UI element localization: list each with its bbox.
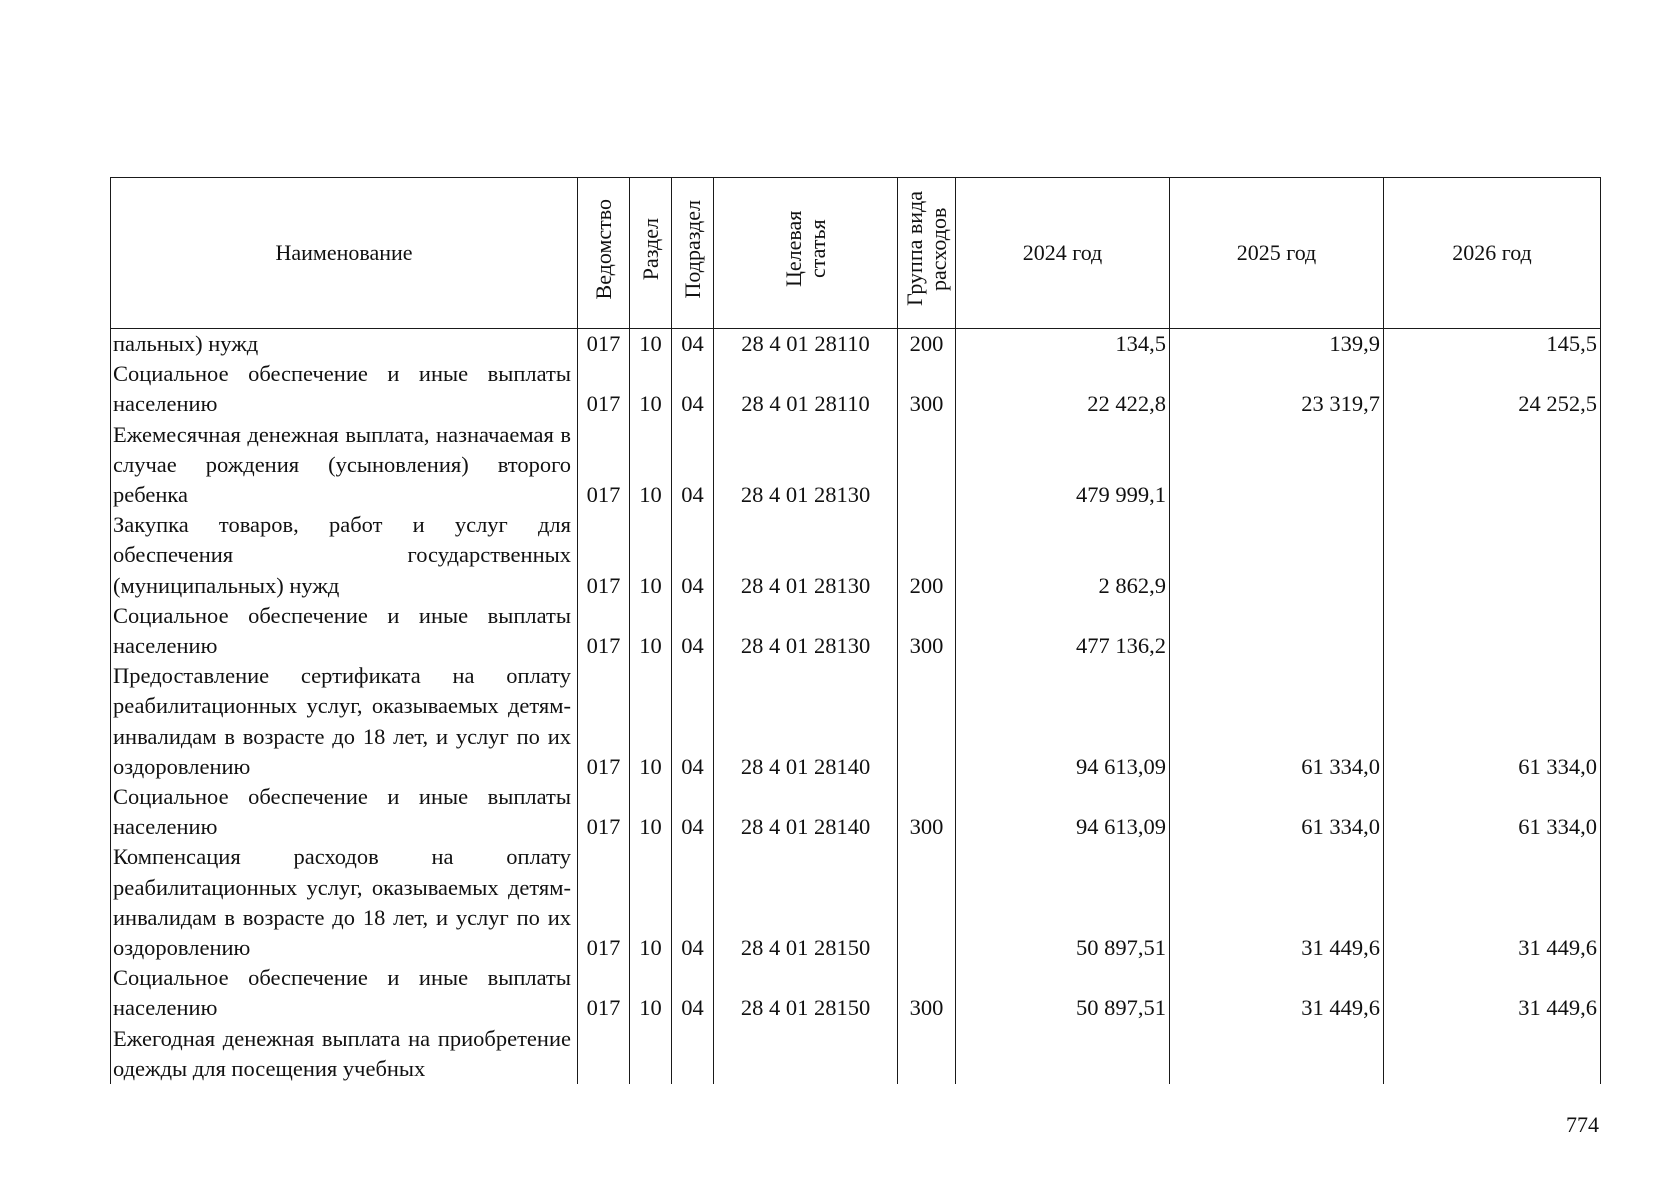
cell-name: Социальное обеспечение и иные выплаты населению bbox=[111, 782, 578, 842]
cell-subsection: 04 bbox=[672, 359, 714, 419]
cell-2024: 22 422,8 bbox=[956, 359, 1170, 419]
cell-target-item: 28 4 01 28140 bbox=[714, 661, 898, 782]
cell-2025: 23 319,7 bbox=[1170, 359, 1384, 419]
table-row bbox=[111, 782, 1601, 842]
cell-2025: 61 334,0 bbox=[1170, 782, 1384, 842]
table-row bbox=[111, 329, 1601, 360]
cell-section: 10 bbox=[630, 963, 672, 1023]
cell-expense-group: 300 bbox=[898, 601, 956, 661]
cell-expense-group bbox=[898, 661, 956, 782]
cell-name: Социальное обеспечение и иные выплаты населению bbox=[111, 963, 578, 1023]
cell-2025: 31 449,6 bbox=[1170, 963, 1384, 1023]
cell-name: пальных) нужд bbox=[111, 329, 578, 360]
cell-2025 bbox=[1170, 420, 1384, 511]
cell-target-item: 28 4 01 28150 bbox=[714, 842, 898, 963]
cell-subsection bbox=[672, 1024, 714, 1084]
cell-name: Закупка товаров, работ и услуг для обеспечения государственных (муниципальных) нужд bbox=[111, 510, 578, 601]
cell-subsection: 04 bbox=[672, 963, 714, 1023]
cell-target-item: 28 4 01 28110 bbox=[714, 329, 898, 360]
cell-2024: 94 613,09 bbox=[956, 782, 1170, 842]
header-target-item bbox=[714, 178, 898, 329]
header-section-label: Раздел bbox=[637, 217, 663, 281]
cell-name: Ежегодная денежная выплата на приобретение одежды для посещения учебных bbox=[111, 1024, 578, 1084]
cell-target-item: 28 4 01 28130 bbox=[714, 420, 898, 511]
header-2025: 2025 год bbox=[1170, 178, 1384, 329]
table-body bbox=[111, 329, 1601, 1085]
cell-section bbox=[630, 1024, 672, 1084]
cell-ministry: 017 bbox=[578, 963, 630, 1023]
cell-section: 10 bbox=[630, 329, 672, 360]
cell-section: 10 bbox=[630, 842, 672, 963]
header-ministry bbox=[578, 178, 630, 329]
cell-2025 bbox=[1170, 510, 1384, 601]
cell-2026 bbox=[1384, 601, 1601, 661]
cell-2025: 31 449,6 bbox=[1170, 842, 1384, 963]
cell-subsection: 04 bbox=[672, 601, 714, 661]
cell-ministry: 017 bbox=[578, 329, 630, 360]
table-row bbox=[111, 510, 1601, 601]
header-2026: 2026 год bbox=[1384, 178, 1601, 329]
cell-name: Социальное обеспечение и иные выплаты населению bbox=[111, 601, 578, 661]
cell-ministry: 017 bbox=[578, 842, 630, 963]
cell-expense-group bbox=[898, 420, 956, 511]
table-row bbox=[111, 842, 1601, 963]
cell-name: Предоставление сертификата на оплату реабилитационных услуг, оказываемых детям-инвалидам в возрасте до 18 лет, и услуг по их оздоровлению bbox=[111, 661, 578, 782]
cell-expense-group: 200 bbox=[898, 510, 956, 601]
cell-2026: 31 449,6 bbox=[1384, 842, 1601, 963]
cell-2026 bbox=[1384, 420, 1601, 511]
header-expense-group-label: Группа вида расходов bbox=[901, 191, 951, 307]
header-2024: 2024 год bbox=[956, 178, 1170, 329]
table-row bbox=[111, 601, 1601, 661]
cell-ministry: 017 bbox=[578, 601, 630, 661]
cell-section: 10 bbox=[630, 510, 672, 601]
header-ministry-label: Ведомство bbox=[590, 198, 616, 300]
header-subsection bbox=[672, 178, 714, 329]
cell-2026 bbox=[1384, 1024, 1601, 1084]
cell-ministry: 017 bbox=[578, 420, 630, 511]
cell-target-item: 28 4 01 28130 bbox=[714, 510, 898, 601]
header-row bbox=[111, 178, 1601, 329]
cell-ministry bbox=[578, 1024, 630, 1084]
cell-section: 10 bbox=[630, 359, 672, 419]
header-target-item-label: Целевая статья bbox=[780, 210, 830, 288]
cell-2026 bbox=[1384, 510, 1601, 601]
cell-target-item bbox=[714, 1024, 898, 1084]
cell-2026: 61 334,0 bbox=[1384, 782, 1601, 842]
cell-2024: 479 999,1 bbox=[956, 420, 1170, 511]
cell-section: 10 bbox=[630, 782, 672, 842]
cell-target-item: 28 4 01 28130 bbox=[714, 601, 898, 661]
cell-target-item: 28 4 01 28140 bbox=[714, 782, 898, 842]
budget-table bbox=[110, 177, 1601, 1084]
cell-name: Компенсация расходов на оплату реабилитационных услуг, оказываемых детям-инвалидам в возрасте до 18 лет, и услуг по их оздоровлению bbox=[111, 842, 578, 963]
header-expense-group bbox=[898, 178, 956, 329]
cell-2024: 134,5 bbox=[956, 329, 1170, 360]
page-number: 774 bbox=[1566, 1112, 1599, 1137]
cell-subsection: 04 bbox=[672, 661, 714, 782]
cell-expense-group: 200 bbox=[898, 329, 956, 360]
cell-expense-group: 300 bbox=[898, 359, 956, 419]
cell-expense-group bbox=[898, 1024, 956, 1084]
cell-2025: 61 334,0 bbox=[1170, 661, 1384, 782]
cell-2024: 477 136,2 bbox=[956, 601, 1170, 661]
cell-2025 bbox=[1170, 601, 1384, 661]
table-row bbox=[111, 1024, 1601, 1084]
cell-section: 10 bbox=[630, 661, 672, 782]
cell-ministry: 017 bbox=[578, 359, 630, 419]
cell-subsection: 04 bbox=[672, 782, 714, 842]
cell-2024: 50 897,51 bbox=[956, 842, 1170, 963]
cell-2024: 94 613,09 bbox=[956, 661, 1170, 782]
header-section bbox=[630, 178, 672, 329]
cell-ministry: 017 bbox=[578, 661, 630, 782]
cell-2026: 24 252,5 bbox=[1384, 359, 1601, 419]
cell-name: Ежемесячная денежная выплата, назначаемая в случае рождения (усыновления) второго ребенка bbox=[111, 420, 578, 511]
cell-subsection: 04 bbox=[672, 329, 714, 360]
table-row bbox=[111, 661, 1601, 782]
cell-section: 10 bbox=[630, 601, 672, 661]
cell-2026: 145,5 bbox=[1384, 329, 1601, 360]
cell-target-item: 28 4 01 28150 bbox=[714, 963, 898, 1023]
cell-2026: 31 449,6 bbox=[1384, 963, 1601, 1023]
cell-2026: 61 334,0 bbox=[1384, 661, 1601, 782]
cell-expense-group: 300 bbox=[898, 963, 956, 1023]
cell-expense-group bbox=[898, 842, 956, 963]
cell-2024 bbox=[956, 1024, 1170, 1084]
table-row bbox=[111, 963, 1601, 1023]
cell-2025 bbox=[1170, 1024, 1384, 1084]
table-row bbox=[111, 420, 1601, 511]
cell-2024: 2 862,9 bbox=[956, 510, 1170, 601]
cell-subsection: 04 bbox=[672, 510, 714, 601]
cell-2025: 139,9 bbox=[1170, 329, 1384, 360]
header-name: Наименование bbox=[111, 178, 578, 329]
table-row bbox=[111, 359, 1601, 419]
cell-2024: 50 897,51 bbox=[956, 963, 1170, 1023]
cell-ministry: 017 bbox=[578, 510, 630, 601]
header-subsection-label: Подраздел bbox=[679, 199, 705, 299]
cell-subsection: 04 bbox=[672, 420, 714, 511]
cell-expense-group: 300 bbox=[898, 782, 956, 842]
cell-target-item: 28 4 01 28110 bbox=[714, 359, 898, 419]
cell-section: 10 bbox=[630, 420, 672, 511]
cell-ministry: 017 bbox=[578, 782, 630, 842]
cell-subsection: 04 bbox=[672, 842, 714, 963]
cell-name: Социальное обеспечение и иные выплаты населению bbox=[111, 359, 578, 419]
